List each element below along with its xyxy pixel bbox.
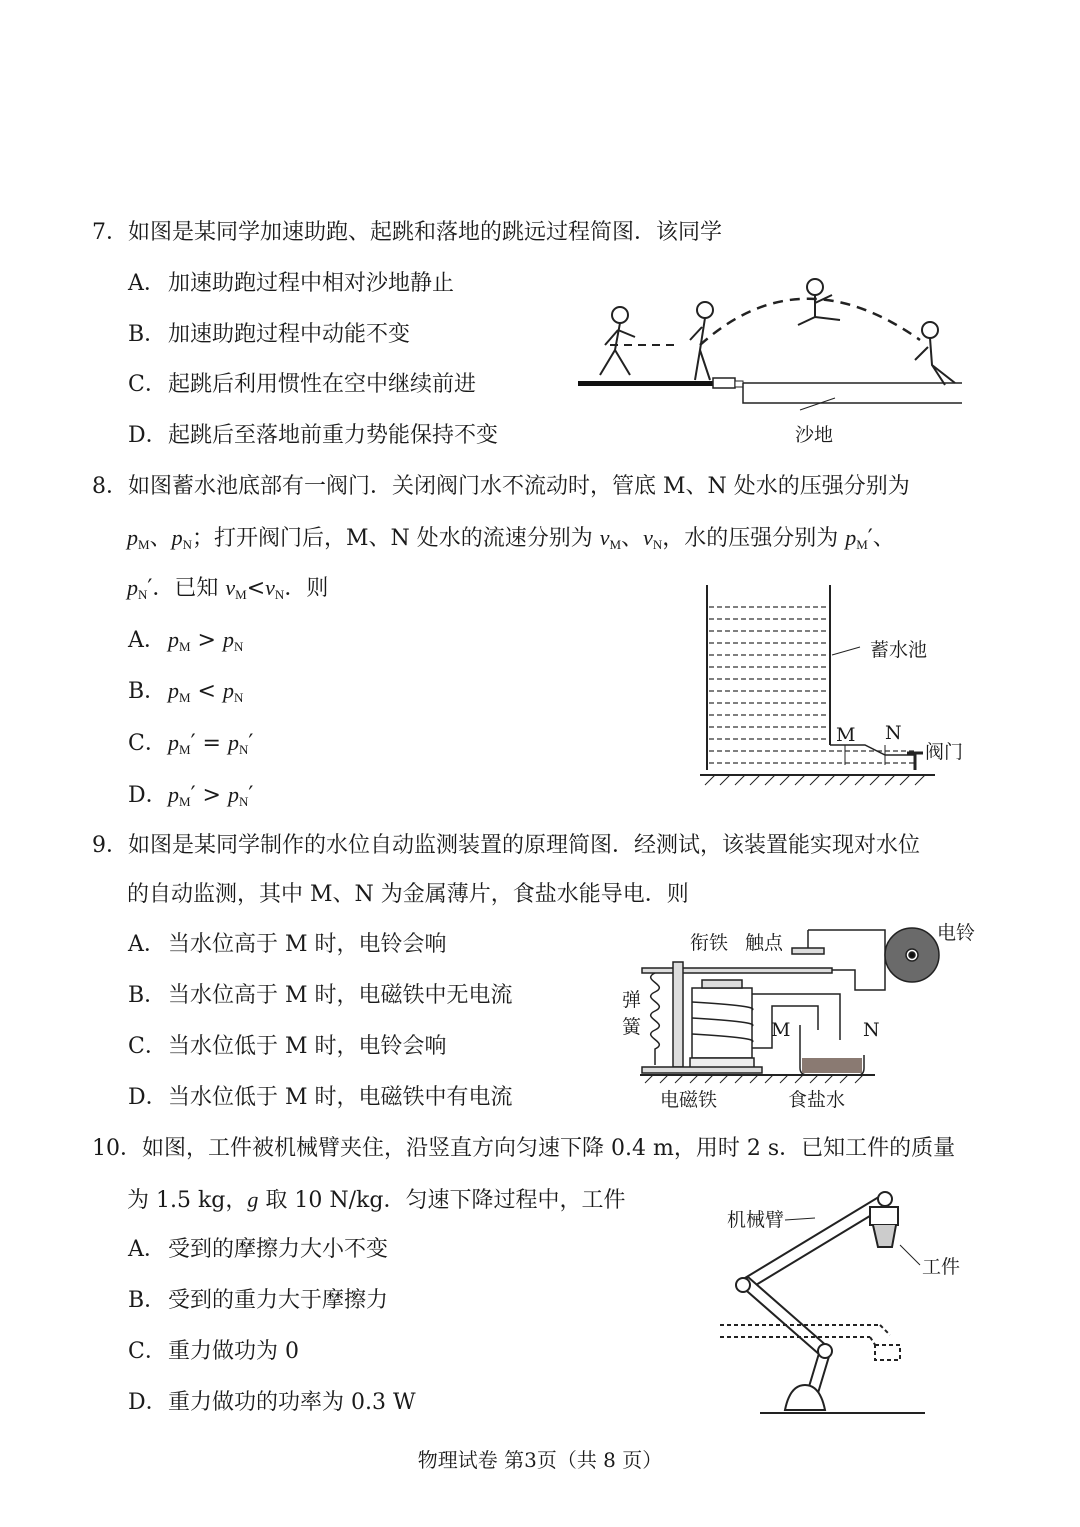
option-text: 加速助跑过程中动能不变 [168,322,411,347]
point-m-label: M [836,724,856,746]
q9-option-d[interactable]: D．当水位低于 M 时，电磁铁中有电流 [128,1085,513,1110]
bell-label: 电铃 [937,922,976,944]
q9-option-a[interactable]: A．当水位高于 M 时，电铃会响 [128,932,447,957]
q10-stem-line1: 10．如图，工件被机械臂夹住，沿竖直方向匀速下降 0.4 m，用时 2 s．已知工件的质量 [92,1136,956,1161]
point-n-label: N [885,722,902,744]
workpiece-label: 工件 [922,1256,961,1278]
q8-option-b[interactable]: B．$p_M < p_N$ [128,678,244,705]
q8-option-a[interactable]: A．$p_M > p_N$ [128,627,244,654]
q9-option-c[interactable]: C．当水位低于 M 时，电铃会响 [128,1034,447,1059]
q8-stem-line1: 8．如图蓄水池底部有一阀门．关闭阀门水不流动时，管底 M、N 处水的压强分别为 [92,474,910,499]
page-footer: 物理试卷 第3页（共 8 页） [417,1448,663,1472]
plate-n-label: N [863,1019,880,1041]
option-key: D． [128,423,168,448]
sand-pit-label: 沙地 [795,424,834,446]
valve-label: 阀门 [925,741,964,763]
plate-m-label: M [771,1019,791,1041]
q8-option-d[interactable]: D．$p_M' > p_N'$ [128,782,254,809]
q10-option-c[interactable]: C．重力做功为 0 [128,1339,299,1364]
electromagnet-label: 电磁铁 [660,1089,718,1111]
salt-water-label: 食盐水 [788,1089,846,1111]
robot-arm-label: 机械臂 [727,1209,785,1231]
reservoir-label: 蓄水池 [870,639,928,661]
q10-option-a[interactable]: A．受到的摩擦力大小不变 [128,1237,389,1262]
armature-label: 衔铁 [690,932,729,954]
spring-label-2: 簧 [622,1016,642,1038]
q7-option-c[interactable] [128,370,476,400]
long-jump-figure [570,265,970,450]
reservoir-figure [695,585,945,795]
q7-option-d[interactable] [128,421,498,451]
q7-option-b[interactable] [128,320,410,350]
option-key: B． [128,322,167,347]
contact-label: 触点 [745,932,784,954]
q9-option-b[interactable]: B．当水位高于 M 时，电磁铁中无电流 [128,983,513,1008]
option-text: 起跳后利用惯性在空中继续前进 [168,372,477,397]
q8-stem-line2: $p_M$、$p_N$；打开阀门后，M、N 处水的流速分别为 $v_M$、$v_N$，水的压强分别为 $p_M'$、 [127,525,895,552]
q7-option-a[interactable] [128,269,454,299]
spring-label-1: 弹 [622,989,642,1011]
q10-option-b[interactable]: B．受到的重力大于摩擦力 [128,1288,389,1313]
q8-option-c[interactable]: C．$p_M' = p_N'$ [128,730,254,757]
option-key: A． [128,271,166,296]
option-text: 加速助跑过程中相对沙地静止 [168,271,455,296]
option-key: C． [128,372,167,397]
q10-stem-line2: 为 1.5 kg，g 取 10 N/kg．匀速下降过程中，工件 [127,1187,626,1213]
q9-stem-line1: 9．如图是某同学制作的水位自动监测装置的原理简图．经测试，该装置能实现对水位 [92,833,920,858]
q9-stem-line2: 的自动监测，其中 M、N 为金属薄片，食盐水能导电．则 [127,882,689,907]
q7-stem: 7．如图是某同学加速助跑、起跳和落地的跳远过程简图．该同学 [92,220,722,245]
q8-stem-line3: $p_N'$．已知 $v_M<v_N$．则 [127,575,329,602]
option-text: 起跳后至落地前重力势能保持不变 [168,423,499,448]
q10-option-d[interactable]: D．重力做功的功率为 0.3 W [128,1390,416,1415]
